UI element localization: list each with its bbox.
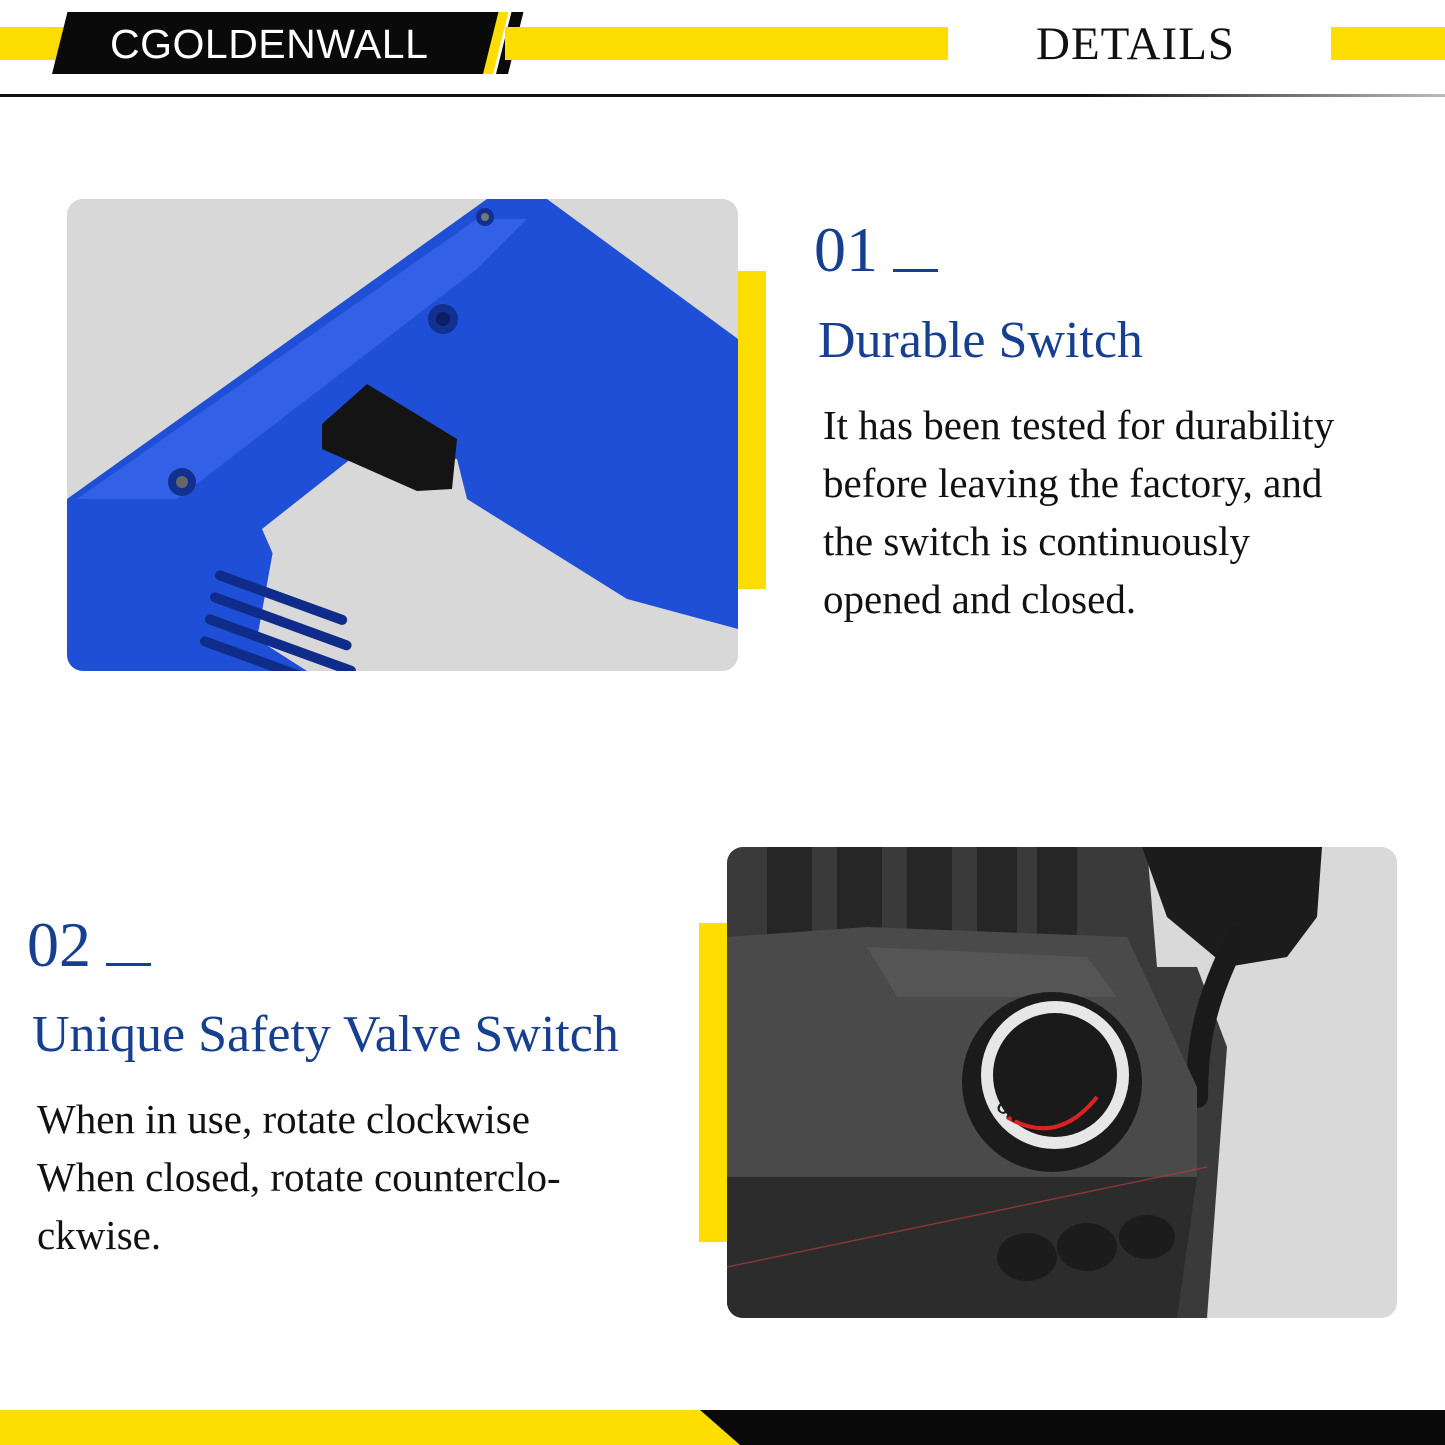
feature-1-number-underline — [893, 269, 938, 272]
brand-name: CGOLDENWALL — [110, 21, 429, 67]
blue-tool-handle-image — [67, 199, 738, 671]
section-title: DETAILS — [1036, 18, 1236, 70]
feature-2-description — [37, 1090, 561, 1264]
feature-1-description-line: opened and closed. — [823, 576, 1137, 622]
feature-2-description-line: When in use, rotate clockwise — [37, 1096, 530, 1142]
feature-1-photo — [67, 199, 738, 671]
feature-1-description-line: the switch is continuously — [823, 518, 1251, 564]
feature-2-accent-bar — [699, 923, 727, 1242]
feature-1-number: 01 — [814, 214, 878, 285]
footer-stripe-yellow — [0, 1410, 760, 1445]
header-divider — [0, 94, 1445, 97]
footer-stripe-black — [700, 1410, 1445, 1445]
feature-1-description-line: It has been tested for durability — [823, 402, 1335, 448]
header-stripe-right — [1331, 27, 1445, 60]
feature-2-description-line: When closed, rotate counterclo- — [37, 1154, 561, 1200]
knob-off-label: OFF — [1085, 1058, 1117, 1095]
feature-1-description-line: before leaving the factory, and — [823, 460, 1323, 506]
feature-2-description-line: ckwise. — [37, 1212, 162, 1258]
feature-1-accent-bar — [738, 271, 766, 589]
feature-2-photo — [727, 847, 1397, 1318]
header-stripe-middle — [505, 27, 948, 60]
knob-on-label: ON — [992, 1098, 1023, 1127]
valve-knob-image — [727, 847, 1397, 1318]
feature-2-title: Unique Safety Valve Switch — [32, 1006, 619, 1063]
feature-2-number: 02 — [27, 909, 91, 980]
feature-2-number-underline — [106, 963, 151, 966]
feature-1-title: Durable Switch — [818, 312, 1143, 369]
feature-1-description — [823, 396, 1334, 628]
